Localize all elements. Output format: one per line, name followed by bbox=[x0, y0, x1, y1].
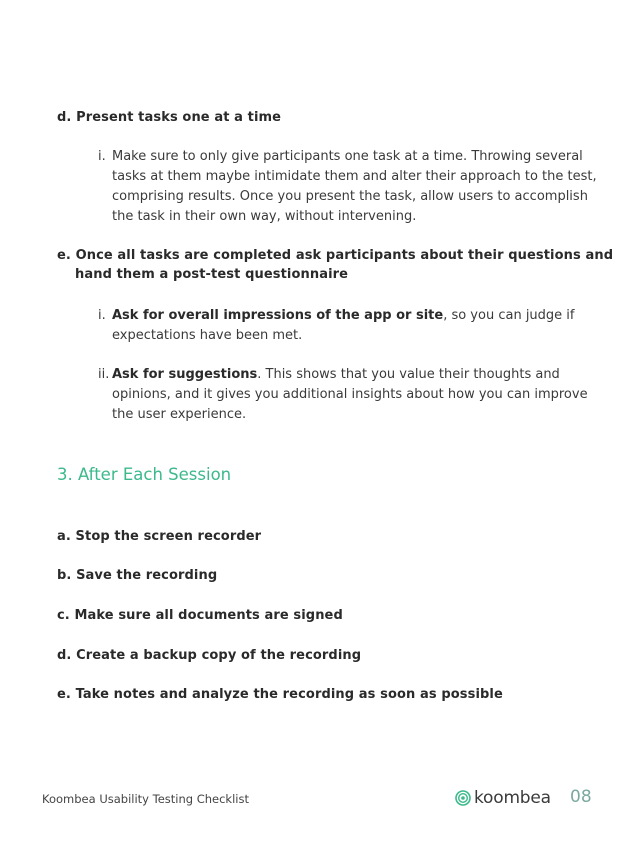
subitem-text: Make sure to only give participants one task at a time. Throwing several tasks at them maybe intimidate them and alter their approach to the test, comprising results. Once you present the task, allow users to accomplish the task in their own way, without intervening. bbox=[112, 149, 597, 224]
section-3-item-d: d. Create a backup copy of the recording bbox=[57, 648, 362, 663]
subitem-bold-text: Ask for suggestions bbox=[112, 367, 258, 382]
subitem-text bbox=[98, 306, 598, 346]
koombea-logo-text: koombea bbox=[474, 788, 551, 808]
footer-doc-title: Koombea Usability Testing Checklist bbox=[42, 792, 249, 806]
subitem-bold-text: Ask for overall impressions of the app or site bbox=[112, 308, 444, 323]
item-e-heading: e. Once all tasks are completed ask participants about their questions and hand them a post-test questionnaire bbox=[57, 248, 614, 282]
item-e-subitem-1 bbox=[98, 306, 598, 346]
subitem-number: i. bbox=[98, 308, 106, 323]
section-3-item-a: a. Stop the screen recorder bbox=[57, 529, 262, 544]
page-number: 08 bbox=[570, 787, 592, 807]
section-3-item-b: b. Save the recording bbox=[57, 568, 218, 583]
section-3-item-c: c. Make sure all documents are signed bbox=[57, 608, 343, 623]
subitem-rest-text: . This shows that you value their thoughts and opinions, and it gives you additional insights about how you can improve the user experience. bbox=[112, 367, 588, 422]
subitem-rest-text: , so you can judge if expectations have been met. bbox=[112, 308, 575, 343]
section-3-title: 3. After Each Session bbox=[57, 465, 232, 484]
koombea-logo-icon bbox=[455, 790, 471, 806]
item-d-subitem bbox=[98, 147, 598, 227]
subitem-number: ii. bbox=[98, 367, 110, 382]
item-e-subitem-2 bbox=[98, 365, 598, 425]
item-d-heading: d. Present tasks one at a time bbox=[57, 110, 282, 125]
section-3-item-e: e. Take notes and analyze the recording as soon as possible bbox=[57, 687, 503, 702]
subitem-text bbox=[98, 365, 598, 425]
koombea-logo bbox=[455, 788, 551, 808]
subitem-number: i. bbox=[98, 149, 106, 164]
